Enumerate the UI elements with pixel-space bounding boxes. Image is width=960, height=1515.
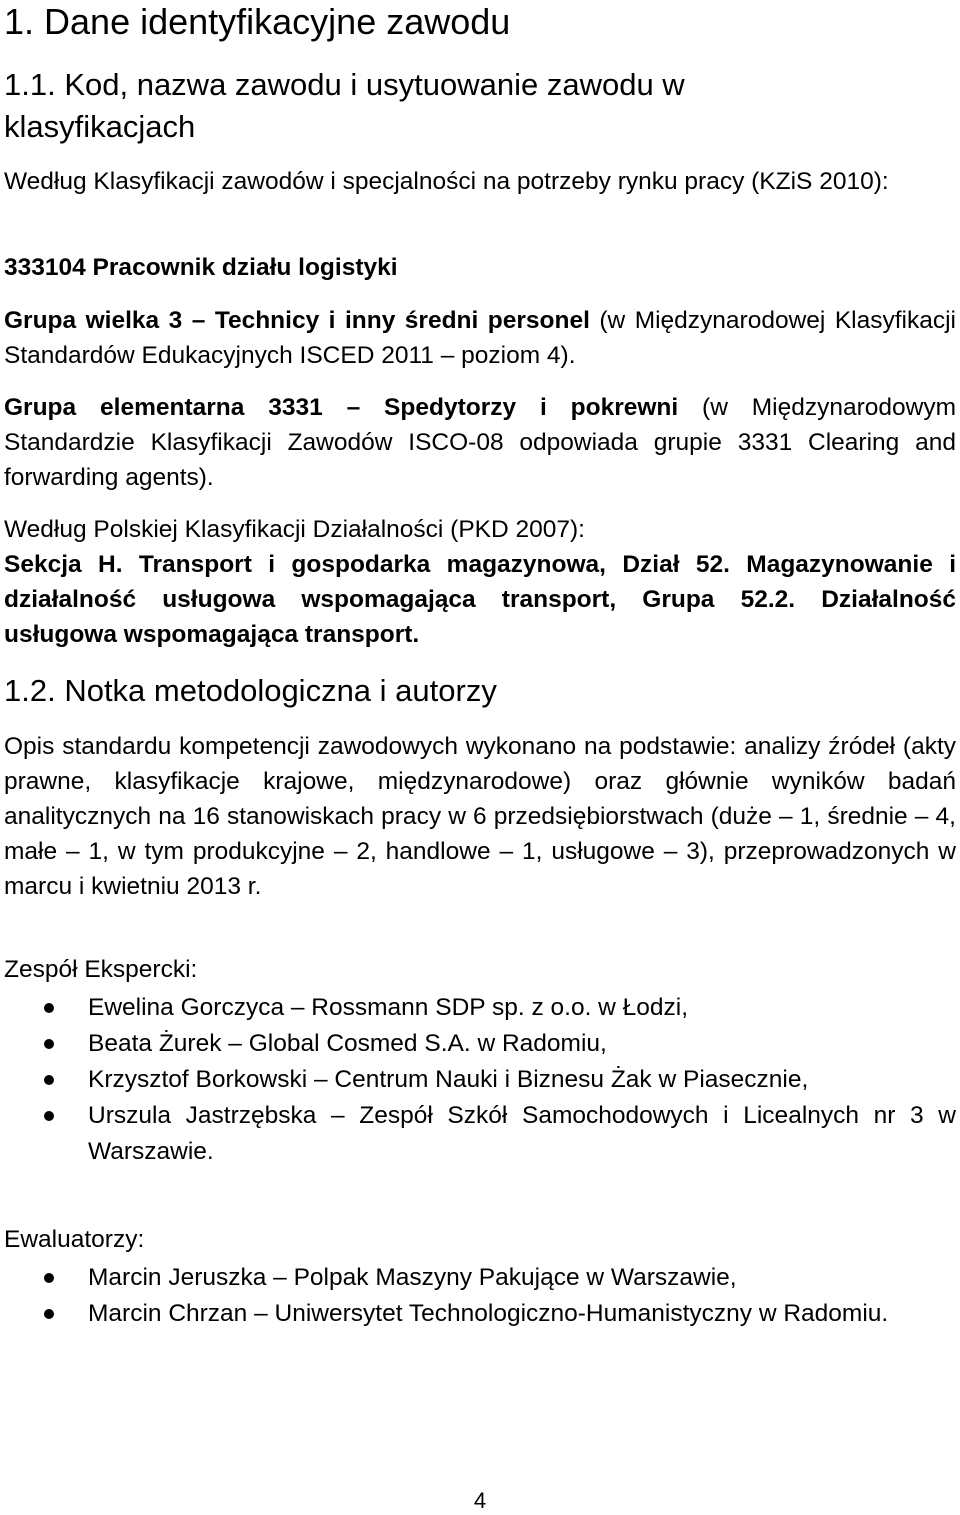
evaluator-item xyxy=(4,1260,956,1296)
methodology-paragraph: Opis standardu kompetencji zawodowych wykonano na podstawie: analizy źródeł (akty prawne, klasyfikacje krajowe, międzynarodowe) oraz głównie wyników badań analitycznych na 16 stanowiskach pracy w 6 przedsiębiorstwach (duże – 1, średnie – 4, małe – 1, w tym produkcyjne – 2, handlowe – 1, usługowe – 3), przeprowadzonych w marcu i kwietniu 2013 r. xyxy=(4,733,956,900)
expert-item xyxy=(4,1026,956,1062)
expert-item xyxy=(4,1098,956,1170)
evaluator-text: Marcin Jeruszka – Polpak Maszyny Pakujące w Warszawie, xyxy=(88,1264,737,1291)
experts-label: Zespół Ekspercki: xyxy=(4,956,198,983)
heading-subsection-1-1: 1.1. Kod, nazwa zawodu i usytuowanie zawodu w klasyfikacjach xyxy=(4,67,685,144)
pkd-section: Sekcja H. Transport i gospodarka magazynowa, Dział 52. Magazynowanie i działalność usługowa wspomagająca transport, Grupa 52.2. Działalność usługowa wspomagająca transport. xyxy=(4,551,956,648)
evaluators-label: Ewaluatorzy: xyxy=(4,1226,145,1253)
isced-rest: (w Międzynarodowej Klasyfikacji Standardów Edukacyjnych ISCED 2011 – poziom 4). xyxy=(4,307,956,369)
expert-item xyxy=(4,990,956,1026)
heading-section-1: 1. Dane identyfikacyjne zawodu xyxy=(4,1,511,42)
expert-text: Beata Żurek – Global Cosmed S.A. w Radomiu, xyxy=(88,1030,607,1057)
kzis-intro: Według Klasyfikacji zawodów i specjalności na potrzeby rynku pracy (KZiS 2010): xyxy=(4,168,889,195)
isced-bold: Grupa wielka 3 – Technicy i inny średni personel xyxy=(4,307,590,334)
evaluator-text: Marcin Chrzan – Uniwersytet Technologiczno-Humanistyczny w Radomiu. xyxy=(88,1300,889,1327)
isco-bold: Grupa elementarna 3331 – Spedytorzy i pokrewni xyxy=(4,394,679,421)
experts-list xyxy=(4,990,956,1170)
bullet-icon xyxy=(44,1309,54,1319)
page-number: 4 xyxy=(473,1488,487,1513)
bullet-icon xyxy=(44,1075,54,1085)
expert-text: Krzysztof Borkowski – Centrum Nauki i Biznesu Żak w Piasecznie, xyxy=(88,1066,809,1093)
expert-text: Ewelina Gorczyca – Rossmann SDP sp. z o.o. w Łodzi, xyxy=(88,994,689,1021)
bullet-icon xyxy=(44,1111,54,1121)
isced-paragraph xyxy=(4,303,956,373)
evaluator-item xyxy=(4,1296,956,1332)
isco-rest: (w Międzynarodowym Standardzie Klasyfikacji Zawodów ISCO-08 odpowiada grupie 3331 Clearing and forwarding agents). xyxy=(4,394,956,491)
expert-item xyxy=(4,1062,956,1098)
bullet-icon xyxy=(44,1039,54,1049)
occupation-code-name: 333104 Pracownik działu logistyki xyxy=(4,254,398,281)
bullet-icon xyxy=(44,1003,54,1013)
evaluators-list xyxy=(4,1260,956,1332)
heading-subsection-1-2: 1.2. Notka metodologiczna i autorzy xyxy=(4,673,497,708)
pkd-intro: Według Polskiej Klasyfikacji Działalności (PKD 2007): xyxy=(4,516,585,543)
expert-text: Urszula Jastrzębska – Zespół Szkół Samochodowych i Licealnych nr 3 w Warszawie. xyxy=(88,1102,956,1165)
bullet-icon xyxy=(44,1273,54,1283)
isco-paragraph xyxy=(4,390,956,495)
